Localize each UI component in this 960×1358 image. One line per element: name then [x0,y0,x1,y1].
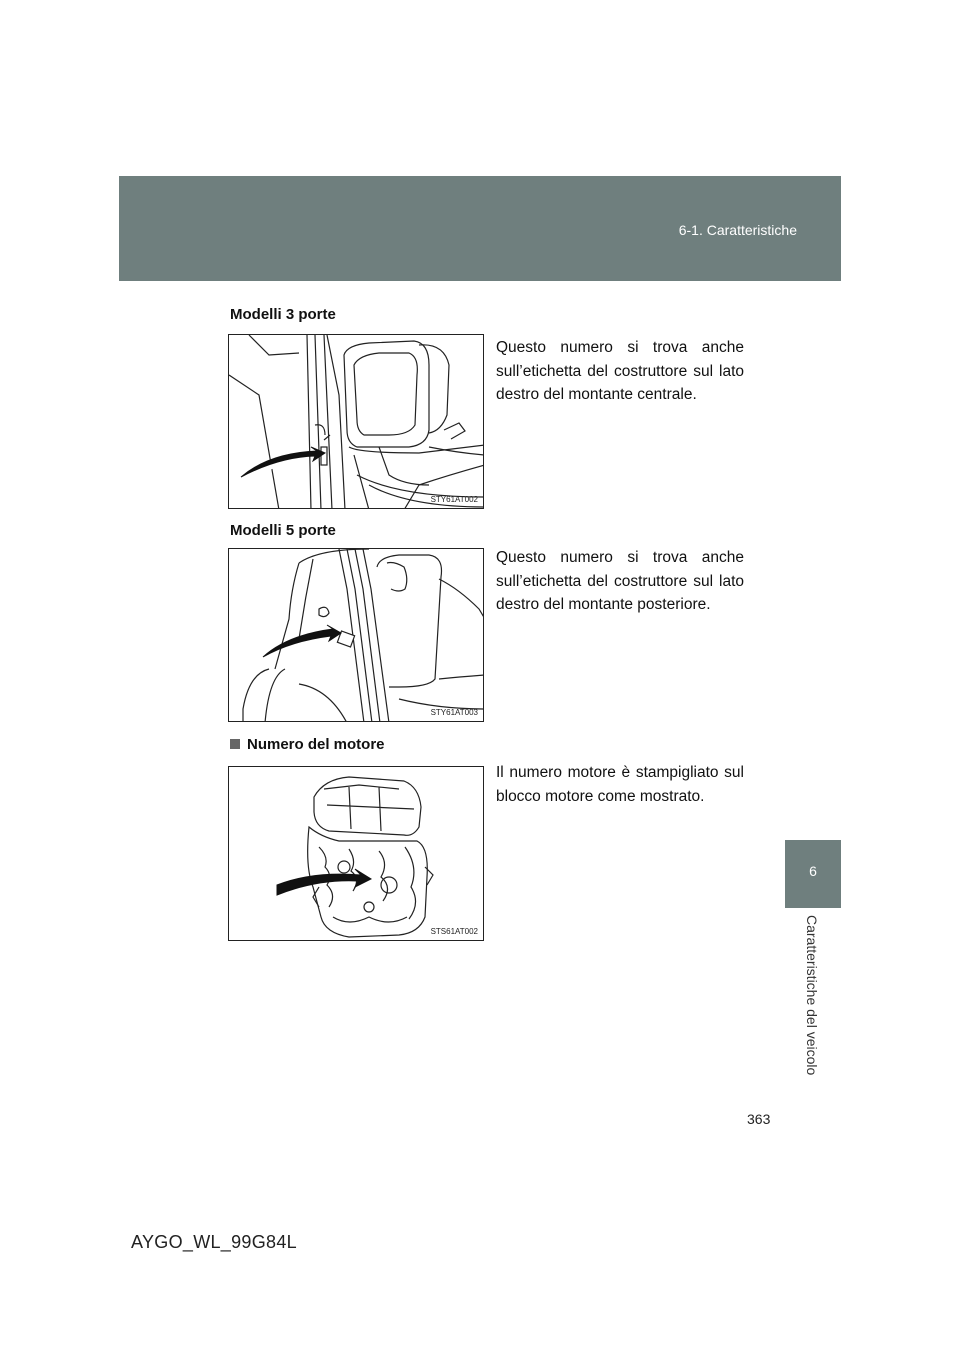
description-5-door: Questo numero si trova anche sull’etichetta del costruttore sul lato destro del montante posteriore. [496,549,744,613]
chapter-label: Caratteristiche del veicolo [804,915,820,1076]
page-number: 363 [747,1111,771,1127]
heading-5-door: Modelli 5 porte [230,522,336,539]
figure-5-door-pillar [228,548,484,722]
figure-code: STY61AT003 [430,708,478,717]
document-code: AYGO_WL_99G84L [131,1232,297,1252]
chapter-tab [785,840,841,908]
figure-engine-block [228,766,484,941]
figure-code: STS61AT002 [430,927,478,936]
section-title: 6-1. Caratteristiche [678,222,797,238]
figure-code: STY61AT002 [430,495,478,504]
figure-3-door-pillar [228,334,484,509]
description-engine-number: Il numero motore è stampigliato sul blocco motore come mostrato. [496,764,744,805]
header-band [119,176,841,281]
chapter-number: 6 [809,863,817,879]
heading-engine-number [230,736,385,753]
heading-engine-number-label: Numero del motore [247,736,385,753]
heading-3-door: Modelli 3 porte [230,306,336,323]
square-bullet-icon [230,739,240,749]
description-3-door: Questo numero si trova anche sull’etichetta del costruttore sul lato destro del montante centrale. [496,339,744,403]
